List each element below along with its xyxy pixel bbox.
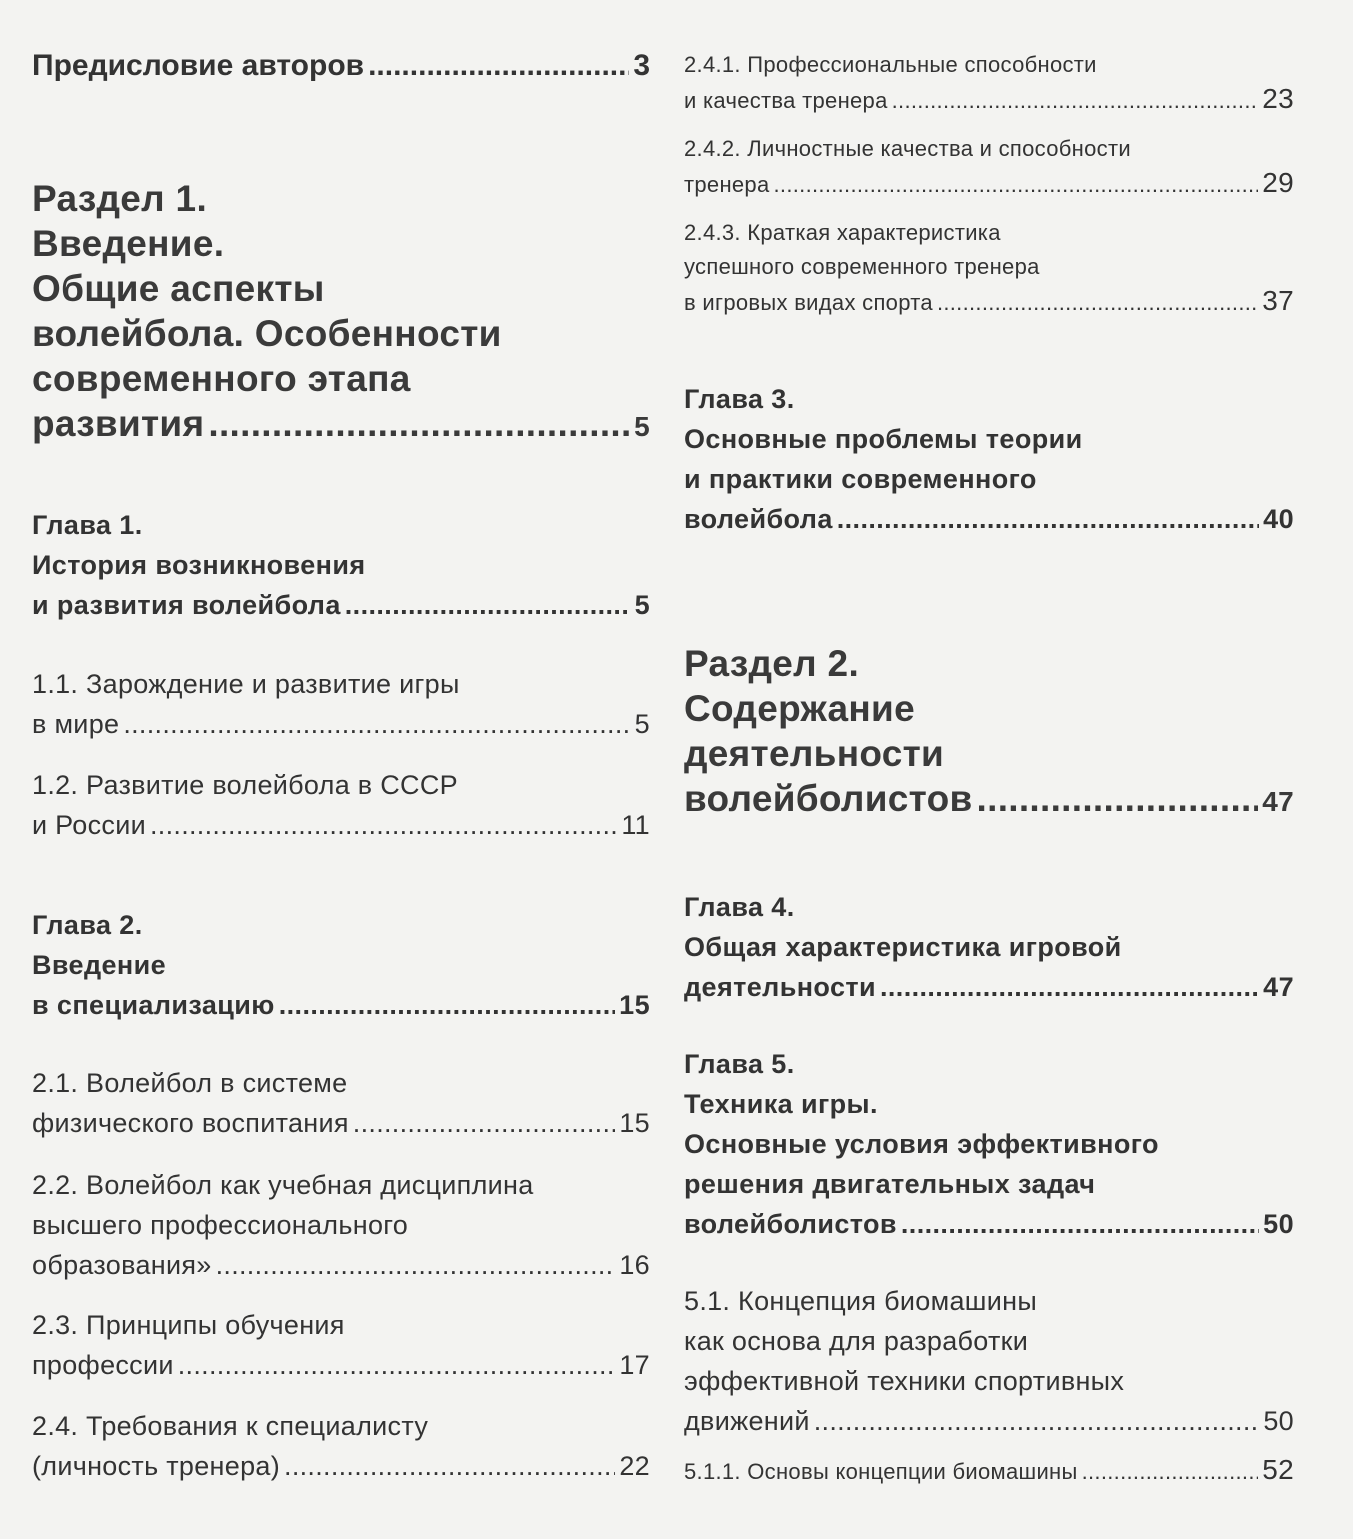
entry-title: Предисловие авторов <box>32 49 365 82</box>
leader-dots <box>279 985 615 1025</box>
leader-dots <box>837 499 1259 539</box>
entry-title-line: высшего профессионального <box>32 1210 409 1240</box>
leader-dots <box>208 401 630 446</box>
leader-dots <box>937 286 1258 320</box>
toc-entry-2-4[interactable] <box>32 1406 650 1486</box>
toc-entry-1-1[interactable] <box>32 664 650 744</box>
entry-title-line: 2.1. Волейбол в системе <box>32 1068 348 1098</box>
page-number: 40 <box>1263 504 1294 534</box>
entry-title-line: современного этапа <box>32 358 411 399</box>
toc-entry-chapter-4[interactable] <box>684 887 1294 1007</box>
leader-dots <box>880 967 1259 1007</box>
entry-title-line: 5.1. Концепция биомашины <box>684 1286 1038 1316</box>
leader-dots <box>892 84 1259 118</box>
entry-title-line: решения двигательных задач <box>684 1169 1096 1199</box>
entry-title-line: и России <box>32 810 146 840</box>
entry-title-line: физического воспитания <box>32 1108 349 1138</box>
entry-title-line: в мире <box>32 709 120 739</box>
leader-dots <box>814 1401 1260 1441</box>
entry-title-line: Основные проблемы теории <box>684 424 1083 454</box>
entry-title-line: 5.1.1. Основы концепции биомашины <box>684 1459 1078 1484</box>
entry-title-line: Введение <box>32 950 167 980</box>
entry-title-line: и развития волейбола <box>32 590 341 620</box>
entry-title-line: 1.1. Зарождение и развитие игры <box>32 669 460 699</box>
entry-title-line: и практики современного <box>684 464 1037 494</box>
page-number: 47 <box>1263 972 1294 1002</box>
toc-entry-section-1[interactable] <box>32 176 650 449</box>
leader-dots <box>353 1103 616 1143</box>
entry-title-line: 2.2. Волейбол как учебная дисциплина <box>32 1170 534 1200</box>
chapter-label: Глава 1. <box>32 510 143 540</box>
toc-entry-chapter-1[interactable] <box>32 505 650 625</box>
entry-title-line: Техника игры. <box>684 1089 878 1119</box>
entry-title-line: 1.2. Развитие волейбола в СССР <box>32 770 458 800</box>
page-number: 50 <box>1263 1209 1294 1239</box>
entry-title-line: История возникновения <box>32 550 366 580</box>
entry-title-line: волейболистов <box>684 778 973 819</box>
leader-dots <box>150 805 617 845</box>
toc-entry-5-1-1[interactable] <box>684 1453 1294 1489</box>
page-number: 23 <box>1262 83 1294 114</box>
toc-entry-2-1[interactable] <box>32 1063 650 1143</box>
page-number: 50 <box>1263 1406 1294 1436</box>
page-number: 15 <box>619 990 650 1020</box>
chapter-label: Глава 5. <box>684 1049 795 1079</box>
entry-title-line: Содержание <box>684 688 915 729</box>
leader-dots <box>1082 1455 1259 1489</box>
leader-dots <box>977 776 1259 821</box>
entry-title-line: 2.3. Принципы обучения <box>32 1310 345 1340</box>
toc-entry-2-4-2[interactable] <box>684 132 1294 202</box>
entry-title-line: Общие аспекты <box>32 268 325 309</box>
page-number: 22 <box>619 1451 650 1481</box>
toc-entry-2-4-3[interactable] <box>684 216 1294 320</box>
entry-title-line: в игровых видах спорта <box>684 290 933 315</box>
toc-entry-5-1[interactable] <box>684 1281 1294 1441</box>
leader-dots <box>178 1345 616 1385</box>
entry-title-line: развития <box>32 403 205 444</box>
leader-dots <box>123 704 630 744</box>
toc-entry-chapter-5[interactable] <box>684 1044 1294 1244</box>
chapter-label: Глава 3. <box>684 384 795 414</box>
entry-title-line: деятельности <box>684 972 876 1002</box>
entry-title-line: эффективной техники спортивных <box>684 1366 1125 1396</box>
entry-title-line: успешного современного тренера <box>684 254 1040 279</box>
entry-title-line: движений <box>684 1406 810 1436</box>
toc-entry-2-2[interactable] <box>32 1165 650 1285</box>
entry-title-line: как основа для разработки <box>684 1326 1029 1356</box>
entry-title-line: Введение. <box>32 223 225 264</box>
toc-entry-chapter-2[interactable] <box>32 905 650 1025</box>
toc-entry-chapter-3[interactable] <box>684 379 1294 539</box>
page-number: 5 <box>634 411 650 442</box>
leader-dots <box>284 1446 615 1486</box>
page-number: 11 <box>621 810 650 840</box>
entry-title-line: волейбола. Особенности <box>32 313 502 354</box>
leader-dots <box>774 168 1259 202</box>
entry-title-line: волейбола <box>684 504 833 534</box>
entry-title-line: (личность тренера) <box>32 1451 281 1481</box>
leader-dots <box>368 48 629 84</box>
entry-title-line: Раздел 1. <box>32 178 208 219</box>
page-number: 52 <box>1262 1454 1294 1485</box>
entry-title-line: 2.4.3. Краткая характеристика <box>684 220 1001 245</box>
toc-entry-preface[interactable] <box>32 48 650 84</box>
leader-dots <box>901 1204 1259 1244</box>
leader-dots <box>216 1245 616 1285</box>
entry-title-line: образования» <box>32 1250 212 1280</box>
entry-title-line: профессии <box>32 1350 174 1380</box>
chapter-label: Глава 2. <box>32 910 143 940</box>
page-number: 3 <box>633 49 650 82</box>
entry-title-line: Общая характеристика игровой <box>684 932 1122 962</box>
page-number: 17 <box>619 1350 650 1380</box>
entry-title-line: тренера <box>684 172 770 197</box>
page-number: 5 <box>634 709 650 739</box>
page-number: 37 <box>1262 285 1294 316</box>
entry-title-line: 2.4. Требования к специалисту <box>32 1411 429 1441</box>
page-number: 16 <box>619 1250 650 1280</box>
entry-title-line: Раздел 2. <box>684 643 860 684</box>
page-number: 5 <box>634 590 650 620</box>
toc-entry-2-4-1[interactable] <box>684 48 1294 118</box>
entry-title-line: в специализацию <box>32 990 275 1020</box>
entry-title-line: 2.4.2. Личностные качества и способности <box>684 136 1131 161</box>
toc-entry-2-3[interactable] <box>32 1305 650 1385</box>
entry-title-line: деятельности <box>684 733 945 774</box>
entry-title-line: 2.4.1. Профессиональные способности <box>684 52 1097 77</box>
page-number: 29 <box>1262 167 1294 198</box>
toc-entry-section-2[interactable] <box>684 641 1294 824</box>
entry-title-line: и качества тренера <box>684 88 888 113</box>
entry-title-line: Основные условия эффективного <box>684 1129 1159 1159</box>
page-number: 15 <box>619 1108 650 1138</box>
entry-title-line: волейболистов <box>684 1209 897 1239</box>
leader-dots <box>345 585 631 625</box>
page-number: 47 <box>1262 786 1294 817</box>
chapter-label: Глава 4. <box>684 892 795 922</box>
toc-entry-1-2[interactable] <box>32 765 650 845</box>
